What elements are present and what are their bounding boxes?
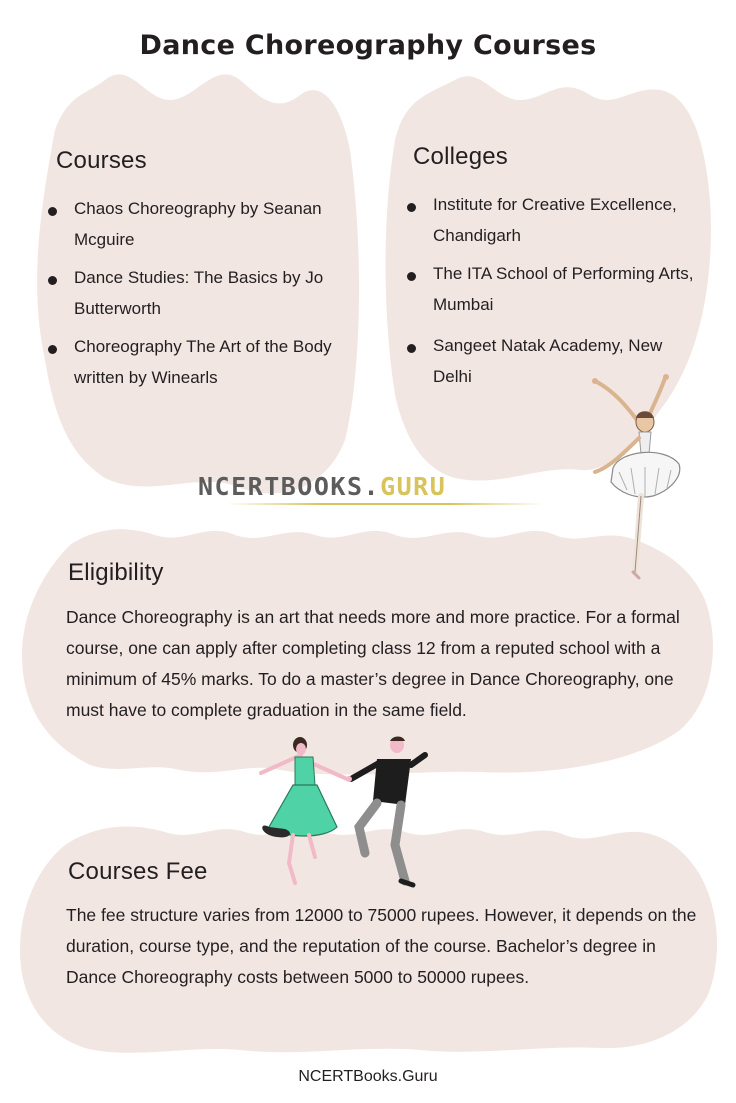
list-item: Institute for Creative Excellence, Chandigarh [406, 189, 711, 251]
list-item: Sangeet Natak Academy, New Delhi [406, 330, 663, 392]
courses-list [47, 193, 337, 393]
page-title: Dance Choreography Courses [139, 30, 597, 61]
courses-heading: Courses [56, 147, 147, 174]
ballerina-illustration [575, 372, 690, 584]
footer-text: NCERTBooks.Guru [298, 1068, 438, 1085]
fee-text: The fee structure varies from 12000 to 75000 rupees. However, it depends on the duration, course type, and the reputation of the course. Bachelor’s degree in Dance Choreography costs between 5000 to 50000 rupees. [66, 905, 697, 987]
list-item: Choreography The Art of the Body written by Winearls [47, 331, 337, 393]
colleges-heading: Colleges [413, 143, 508, 170]
fee-heading: Courses Fee [68, 858, 208, 885]
brand-watermark [198, 470, 558, 514]
brand-underline [226, 503, 544, 505]
list-item: The ITA School of Performing Arts, Mumbai [406, 258, 711, 320]
brand-text: NCERTBOOKS.GURU [198, 472, 447, 501]
list-item: Dance Studies: The Basics by Jo Butterworth [47, 262, 337, 324]
list-item: Chaos Choreography by Seanan Mcguire [47, 193, 337, 255]
dancing-couple-illustration [255, 735, 435, 890]
eligibility-text: Dance Choreography is an art that needs more and more practice. For a formal course, one can apply after completing class 12 from a reputed school with a minimum of 45% marks. To do a master’s degree in Dance Choreography, one must have to complete graduation in the same field. [66, 607, 680, 720]
colleges-list [406, 189, 711, 392]
eligibility-heading: Eligibility [68, 559, 164, 586]
